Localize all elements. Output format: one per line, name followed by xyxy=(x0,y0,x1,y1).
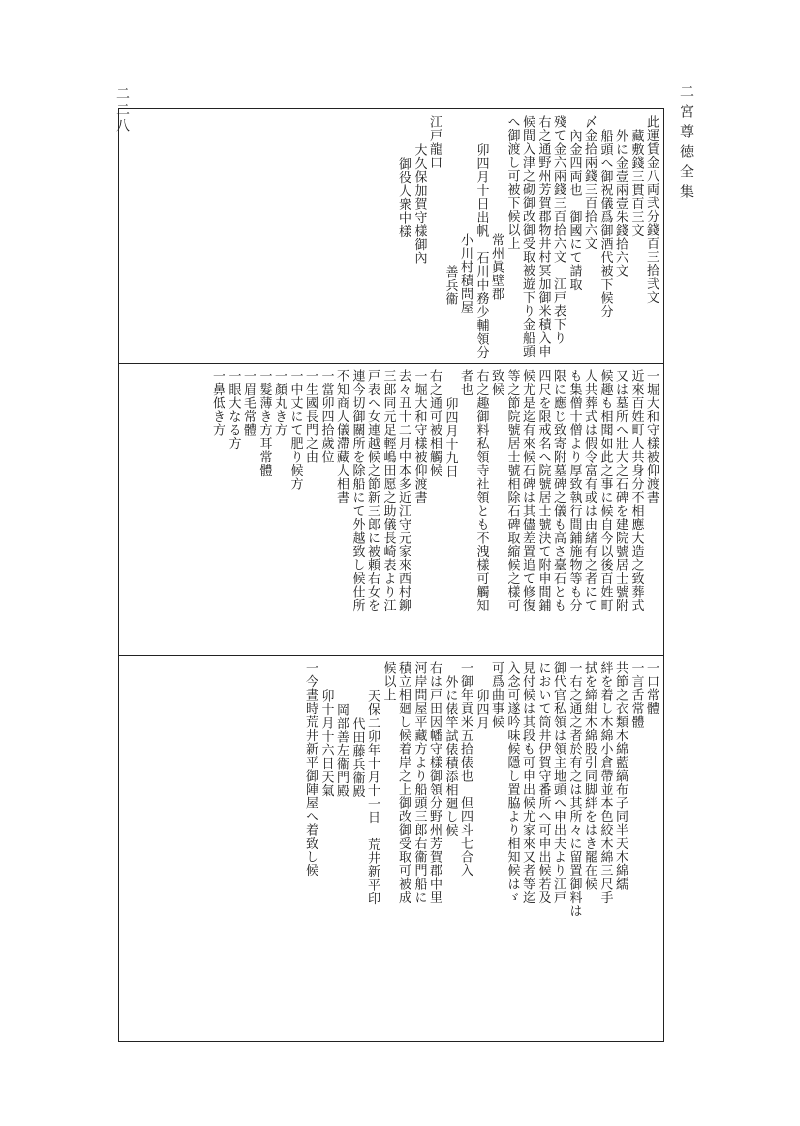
text-column: 拭を締紺木綿股引同脚絆をはき罷在候 xyxy=(582,661,597,891)
text-column: 限に應じ致寄附墓碑之儀も高さ臺石とも xyxy=(551,369,566,612)
text-column: 一口常體 xyxy=(644,661,659,715)
text-column: 一眉毛常體 xyxy=(241,369,256,437)
text-column: 內金四両也 御國にて請取 xyxy=(566,129,582,291)
text-column: 藏敷錢三貫百三文 xyxy=(628,129,644,237)
text-column: 可爲曲事候 xyxy=(489,661,504,729)
text-column: 一顏丸き方 xyxy=(272,369,287,437)
text-column: 一眼大なる方 xyxy=(225,369,241,450)
text-column: 不知商人儀滯藏人相書 xyxy=(334,369,349,504)
text-column: 者也 xyxy=(458,369,473,396)
text-column: 殘て金六兩錢三百拾六文 江戸表下り xyxy=(551,115,566,345)
text-column: 候尤是迄有來候石碑は其儘差置追て修復 xyxy=(520,369,535,612)
text-column: 御役人衆中樣 xyxy=(396,157,411,238)
text-column: 卯十月十六日天氣 xyxy=(318,689,334,797)
text-column: 共節之衣類木綿藍縞布子同半天木綿繻 xyxy=(613,661,628,891)
text-column: 一言舌常體 xyxy=(628,661,644,729)
text-column: 致候 xyxy=(489,369,504,396)
text-column: 人共葬式は假令富有或は由緒有之者にて xyxy=(582,369,597,612)
text-column: 候趣も相聞如此之事に候自今以後百姓町 xyxy=(597,369,613,612)
text-column: 右之通野州芳賀郡物井村冥加御米積入申 xyxy=(535,115,551,358)
text-column: 代田藤兵衞殿 xyxy=(349,717,365,798)
text-column: 絆を着し木綿小倉帶並本色絞木綿三尺手 xyxy=(597,661,613,904)
text-column: へ御渡し可被下候以上 xyxy=(504,115,520,250)
text-column: も集僧十僧より厚致執行間鋪施物等も分 xyxy=(566,369,582,612)
text-column: 四尺を限戒名へ院號居士號決て附申間鋪 xyxy=(535,369,551,612)
text-column: 〆金拾兩錢三百拾六文 xyxy=(582,115,597,250)
register-divider-upper xyxy=(119,363,663,364)
text-column: 岡部善左衞門殿 xyxy=(334,703,349,798)
text-column: 江戸龍口 xyxy=(427,115,442,169)
text-column: 候以上 xyxy=(380,661,396,702)
text-column: 一今晝時荒井新平御陣屋へ着致し候 xyxy=(303,661,318,877)
text-column: において筒井伊賀守番所へ可申出候若及 xyxy=(535,661,551,904)
text-column: 三郎同元足輕嶋田愿之助儀長崎表より江 xyxy=(380,369,396,612)
text-column: 見付候は其段も可申出候尤家來又者等迄 xyxy=(520,661,535,904)
text-column: 戸表へ女連越候之節新三郎に被頼右女を xyxy=(365,369,380,612)
register-divider-lower xyxy=(119,655,663,656)
text-column: 一鼻低き方 xyxy=(210,369,225,437)
text-column: 河岸問屋平藏方より船頭三郎右衞門船に xyxy=(411,661,427,904)
text-column: 候間入津之砌御改御受取被遊下り金船頭 xyxy=(520,115,535,358)
text-column: 此運賃金八両弐分錢百三拾弐文 xyxy=(644,115,659,304)
text-column: 善兵衞 xyxy=(442,265,458,306)
text-column: 一右之通之者於有之は其所々に留置御料は xyxy=(566,661,582,918)
text-column: 入念可遂吟味候隱し置脇より相知候はゞ xyxy=(504,661,520,904)
text-column: 天保二卯年十月十一日 荒井新平印 xyxy=(365,689,380,905)
text-column: 一當卯四拾歲位 xyxy=(318,369,334,464)
text-column: 右之趣御料私領寺社領とも不洩樣可觸知 xyxy=(473,369,489,612)
series-title: 二宮尊徳全集 xyxy=(678,84,694,204)
text-column: 大久保加賀守樣御內 xyxy=(411,143,427,265)
text-column: 一堀大和守樣被仰渡書 xyxy=(411,369,427,504)
text-column: 近來百姓町人共身分不相應大造之致葬式 xyxy=(628,369,644,612)
text-frame xyxy=(118,108,664,1042)
text-column: 外に金壹兩壹朱錢拾六文 xyxy=(613,129,628,278)
text-column: 又は墓所へ壯大之石碑を建院號居士號附 xyxy=(613,369,628,612)
page-number: 二二八 xyxy=(114,86,130,134)
text-column: 外に俵竿試俵積添相廻し候 xyxy=(442,675,458,837)
text-column: 右之通可被相觸候 xyxy=(427,369,442,477)
text-block-lower xyxy=(303,661,660,1037)
text-column: 連今切御關所を除船にて外越致し候仕所 xyxy=(349,369,365,612)
text-column: 等之節院號居士號相除石碑取縮候之樣可 xyxy=(504,369,520,612)
text-column: 卯四月十日出帆 石川中務少輔領分 xyxy=(473,143,489,359)
text-column: 積立相廻し候着岸之上御改御受取可被成 xyxy=(396,661,411,904)
text-column: 御代官私領は領主地頭へ申出夫より江戸 xyxy=(551,661,566,904)
text-column: 一堀大和守樣被仰渡書 xyxy=(644,369,659,504)
text-column: 船頭へ御祝儀爲御酒代被下候分 xyxy=(597,129,613,318)
text-column: 右は戸田因幡守樣御領分野州芳賀郡中里 xyxy=(427,661,442,904)
text-column: 一髮薄き方耳常體 xyxy=(256,369,272,477)
text-column: 小川村積問屋 xyxy=(458,233,473,314)
text-column: 卯四月 xyxy=(473,689,489,730)
text-column: 去々丑十二月中本多近江守元家來西村鉚 xyxy=(396,369,411,612)
text-block-middle xyxy=(210,369,660,651)
text-column: 一生國長門之由 xyxy=(303,369,318,464)
text-column: 卯四月十九日 xyxy=(442,397,458,478)
text-column: 一中丈にて肥り候方 xyxy=(287,369,303,491)
text-column: 常州眞壁郡 xyxy=(489,233,504,301)
text-block-upper xyxy=(396,115,660,359)
text-column: 一御年貢米五拾俵也 但四斗七合入 xyxy=(458,661,473,877)
